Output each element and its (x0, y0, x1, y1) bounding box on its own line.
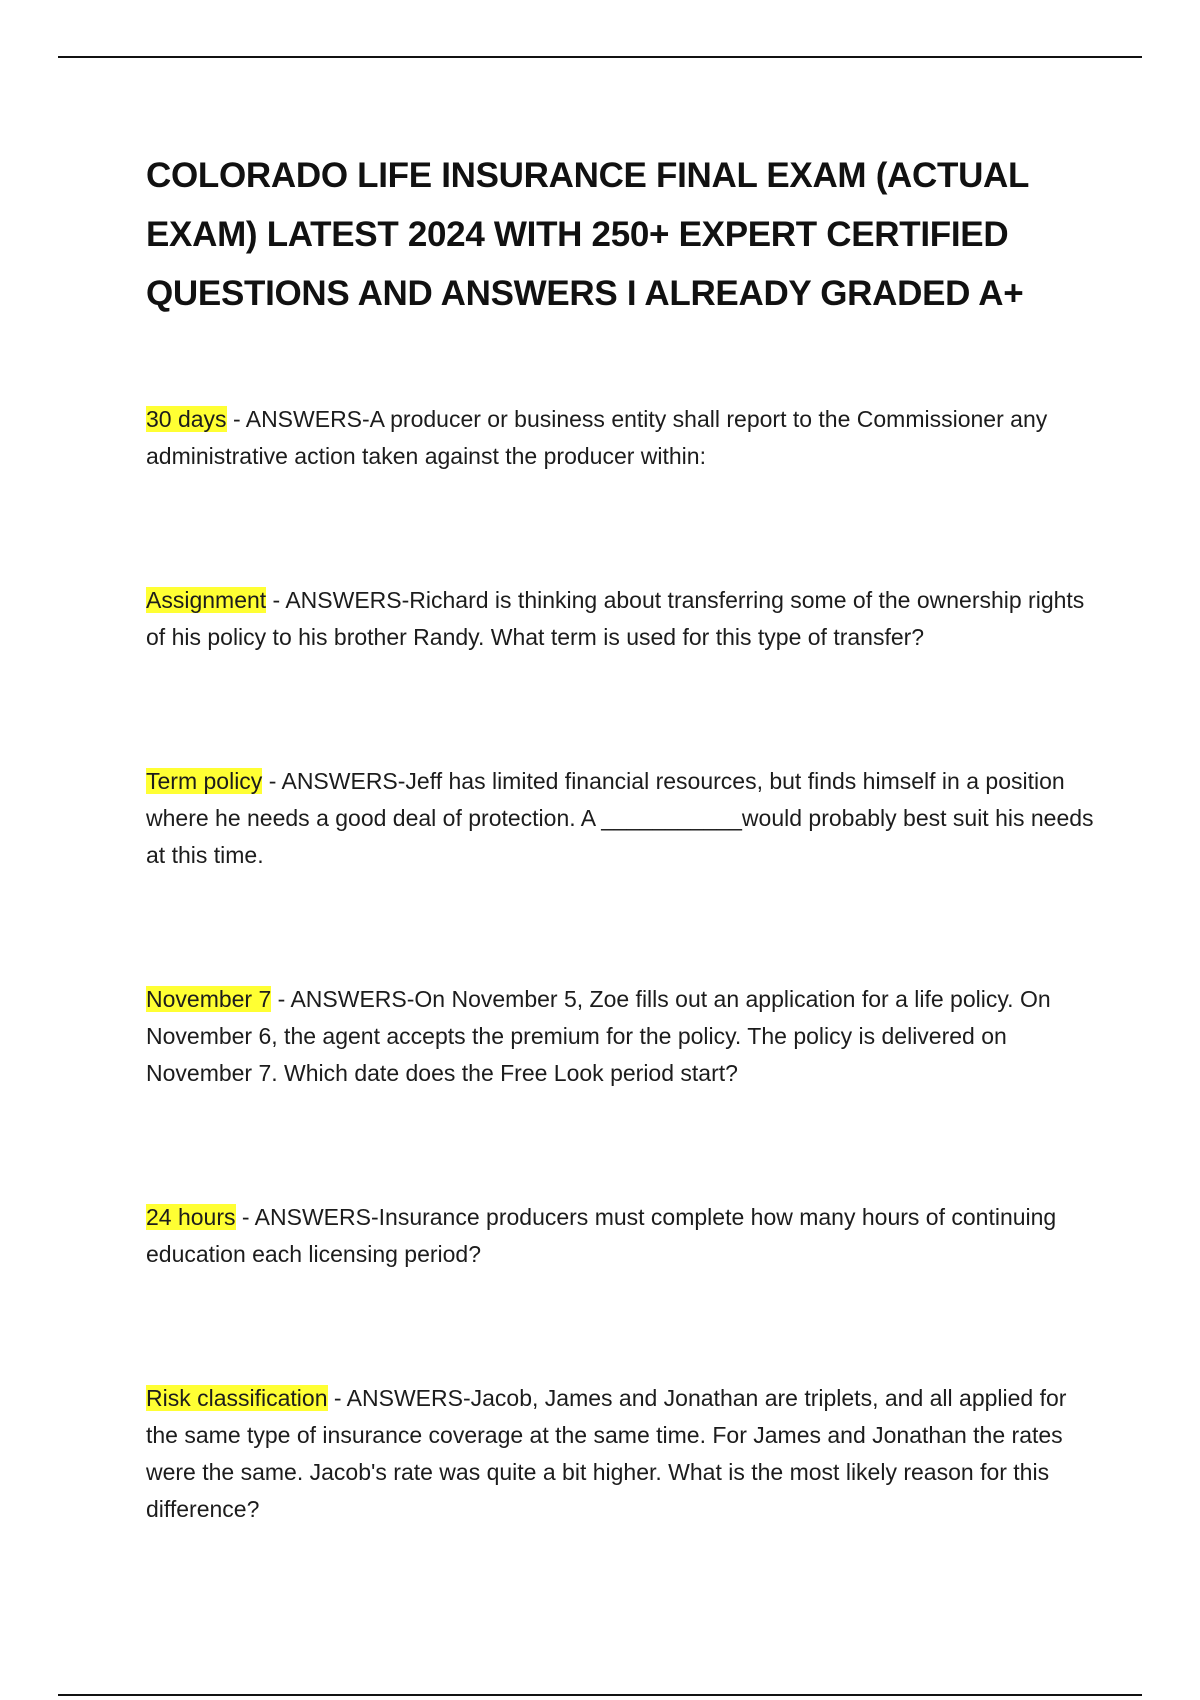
question-text: - ANSWERS-A producer or business entity shall report to the Commissioner any administrative action taken against the producer within: (146, 406, 1048, 469)
question-text: - ANSWERS-Richard is thinking about transferring some of the ownership rights of his policy to his brother Randy. What term is used for this type of transfer? (146, 587, 1085, 650)
top-rule (58, 56, 1142, 58)
bottom-rule (58, 1694, 1142, 1696)
answer-highlight: Term policy (146, 768, 263, 794)
document-body (146, 146, 1096, 1635)
answer-highlight: 24 hours (146, 1204, 236, 1230)
qa-list (146, 401, 1096, 1528)
question-text: - ANSWERS-Jacob, James and Jonathan are triplets, and all applied for the same type of insurance coverage at the same time. For James and Jonathan the rates were the same. Jacob's rate was quite a bit higher. What is the most likely reason for this difference? (146, 1385, 1067, 1522)
answer-highlight: 30 days (146, 406, 227, 432)
answer-highlight: Assignment (146, 587, 267, 613)
qa-item (146, 401, 1096, 475)
qa-item (146, 1199, 1096, 1273)
qa-item (146, 981, 1096, 1092)
qa-item (146, 763, 1096, 874)
question-text: - ANSWERS-On November 5, Zoe fills out an application for a life policy. On November 6, the agent accepts the premium for the policy. The policy is delivered on November 7. Which date does the Free Look period start? (146, 986, 1051, 1086)
qa-item (146, 582, 1096, 656)
document-title: COLORADO LIFE INSURANCE FINAL EXAM (ACTUAL EXAM) LATEST 2024 WITH 250+ EXPERT CERTIFIED QUESTIONS AND ANSWERS I ALREADY GRADED A+ (146, 156, 1029, 313)
answer-highlight: Risk classification (146, 1385, 328, 1411)
answer-highlight: November 7 (146, 986, 272, 1012)
question-text: - ANSWERS-Jeff has limited financial resources, but finds himself in a position where he needs a good deal of protection. A ___________would probably best suit his needs at this time. (146, 768, 1094, 868)
question-text: - ANSWERS-Insurance producers must complete how many hours of continuing education each licensing period? (146, 1204, 1057, 1267)
qa-item (146, 1380, 1096, 1528)
